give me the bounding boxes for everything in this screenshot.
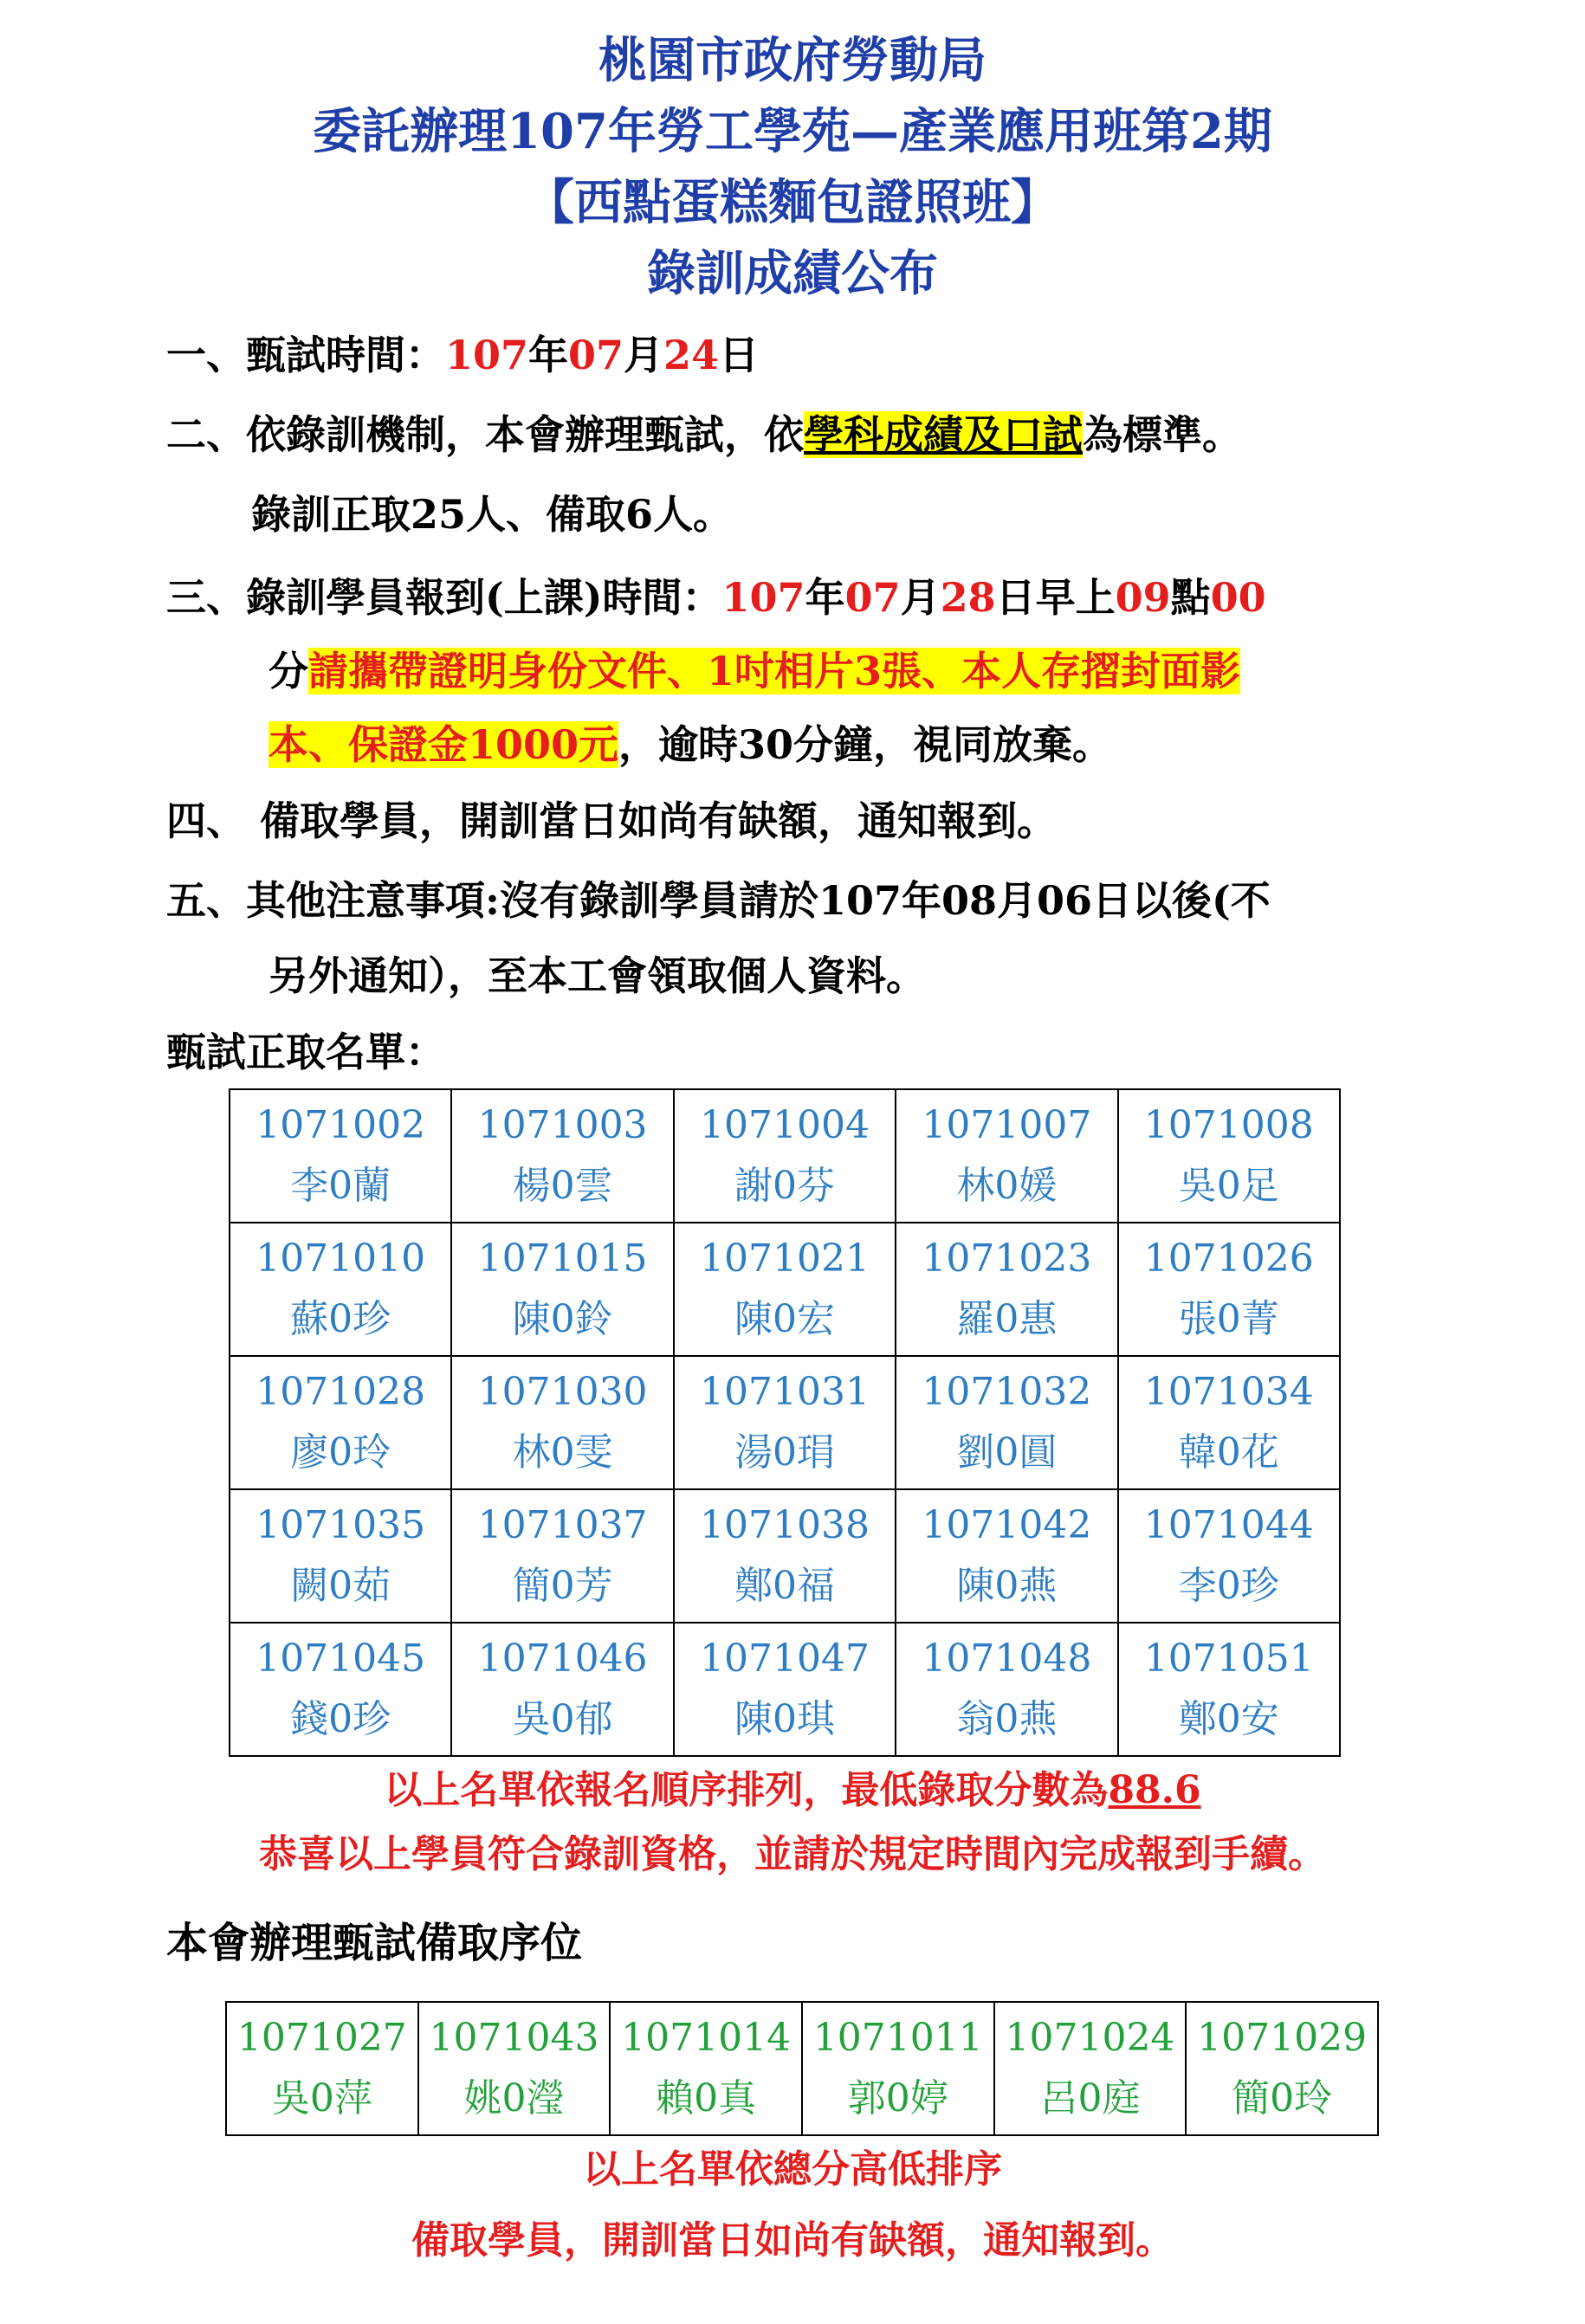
admitted-cell bbox=[896, 1223, 1117, 1356]
deposit-highlight: 本、保證金1000元 bbox=[268, 721, 619, 768]
student-name: 賴0真 bbox=[656, 2076, 757, 2121]
student-id: 1071026 bbox=[1143, 1236, 1314, 1281]
student-name: 楊0雲 bbox=[512, 1164, 613, 1208]
item-selection-basis: 二、依錄訓機制，本會辦理甄試，依學科成績及口試為標準。 bbox=[166, 411, 1242, 458]
student-id: 1071038 bbox=[699, 1503, 870, 1547]
student-name: 李0蘭 bbox=[290, 1164, 391, 1208]
student-name: 林0媛 bbox=[956, 1164, 1058, 1208]
student-id: 1071008 bbox=[1143, 1103, 1314, 1147]
waitlist-cell bbox=[418, 2002, 611, 2135]
student-name: 李0珍 bbox=[1178, 1564, 1279, 1608]
item-report-requirements-2: 本、保證金1000元，逾時30分鐘，視同放棄。 bbox=[268, 721, 1113, 768]
student-name: 廖0玲 bbox=[290, 1430, 391, 1475]
admitted-cell bbox=[230, 1223, 451, 1356]
student-name: 吳0郁 bbox=[512, 1697, 613, 1741]
table-row bbox=[230, 1356, 1340, 1489]
item-other-notes-2: 另外通知），至本工會領取個人資料。 bbox=[268, 952, 926, 999]
waitlist-cell bbox=[226, 2002, 418, 2135]
item-report-time: 三、錄訓學員報到(上課)時間：107年07月28日早上09點00 bbox=[166, 574, 1266, 621]
student-name: 鄭0福 bbox=[734, 1564, 835, 1608]
requirements-highlight: 請攜帶證明身份文件、1吋相片3張、本人存摺封面影 bbox=[308, 648, 1241, 694]
student-name: 簡0玲 bbox=[1232, 2076, 1333, 2121]
table-row bbox=[230, 1623, 1340, 1756]
student-id: 1071044 bbox=[1143, 1503, 1314, 1547]
admitted-cell bbox=[451, 1223, 673, 1356]
admitted-cell bbox=[674, 1623, 896, 1756]
item-exam-date: 一、甄試時間：107年07月24日 bbox=[166, 332, 760, 378]
student-id: 1071030 bbox=[477, 1370, 648, 1414]
student-id: 1071046 bbox=[477, 1636, 648, 1681]
student-name: 蘇0珍 bbox=[290, 1297, 391, 1341]
waitlist-heading: 本會辦理甄試備取序位 bbox=[166, 1919, 583, 1967]
table-row bbox=[226, 2002, 1378, 2135]
waitlist-cell bbox=[994, 2002, 1187, 2135]
admitted-cell bbox=[451, 1489, 673, 1623]
admitted-cell bbox=[674, 1089, 896, 1223]
header-course: 【西點蛋糕麵包證照班】 bbox=[526, 174, 1059, 231]
admitted-cell bbox=[896, 1489, 1117, 1623]
student-id: 1071003 bbox=[477, 1103, 648, 1147]
waitlist-cell bbox=[610, 2002, 802, 2135]
student-name: 呂0庭 bbox=[1039, 2076, 1141, 2121]
student-id: 1071028 bbox=[256, 1370, 426, 1414]
admitted-cell bbox=[451, 1089, 673, 1223]
student-id: 1071014 bbox=[621, 2016, 792, 2060]
admitted-cell bbox=[674, 1223, 896, 1356]
student-name: 陳0鈴 bbox=[512, 1297, 613, 1341]
student-id: 1071010 bbox=[256, 1236, 426, 1281]
student-id: 1071004 bbox=[699, 1103, 870, 1147]
admitted-cell bbox=[674, 1489, 896, 1623]
student-id: 1071002 bbox=[256, 1103, 426, 1147]
student-name: 鄭0安 bbox=[1178, 1697, 1279, 1741]
student-name: 湯0琄 bbox=[734, 1430, 835, 1475]
student-id: 1071051 bbox=[1143, 1636, 1314, 1681]
waitlist-note-2: 備取學員，開訓當日如尚有缺額，通知報到。 bbox=[411, 2218, 1174, 2263]
student-id: 1071047 bbox=[699, 1636, 870, 1681]
header-title: 委託辦理107年勞工學苑—產業應用班第2期 bbox=[313, 103, 1272, 160]
admitted-cell bbox=[230, 1623, 451, 1756]
student-name: 吳0足 bbox=[1178, 1164, 1279, 1208]
waitlist-cell bbox=[1186, 2002, 1378, 2135]
admitted-cell bbox=[230, 1489, 451, 1623]
admitted-cell bbox=[230, 1089, 451, 1223]
admitted-cell bbox=[1118, 1223, 1340, 1356]
item-waitlist-rule: 四、 備取學員，開訓當日如尚有缺額，通知報到。 bbox=[166, 797, 1058, 844]
header-org: 桃園市政府勞動局 bbox=[598, 32, 987, 89]
admitted-table bbox=[229, 1088, 1341, 1757]
student-name: 闕0茹 bbox=[290, 1564, 391, 1608]
item-admission-count: 錄訓正取25人、備取6人。 bbox=[251, 491, 734, 538]
waitlist-note-1: 以上名單依總分高低排序 bbox=[583, 2147, 1002, 2192]
student-name: 錢0珍 bbox=[290, 1697, 391, 1741]
table-row bbox=[230, 1223, 1340, 1356]
student-name: 陳0宏 bbox=[734, 1297, 835, 1341]
student-id: 1071037 bbox=[477, 1503, 648, 1547]
admitted-cell bbox=[1118, 1356, 1340, 1489]
admitted-cell bbox=[896, 1623, 1117, 1756]
student-id: 1071034 bbox=[1143, 1370, 1314, 1414]
student-name: 簡0芳 bbox=[512, 1564, 613, 1608]
student-name: 陳0琪 bbox=[734, 1697, 835, 1741]
item-other-notes-1: 五、其他注意事項:沒有錄訓學員請於107年08月06日以後(不 bbox=[166, 877, 1271, 924]
table-row bbox=[230, 1089, 1340, 1223]
min-score: 88.6 bbox=[1108, 1768, 1201, 1812]
student-name: 陳0燕 bbox=[956, 1564, 1058, 1608]
student-id: 1071007 bbox=[922, 1103, 1092, 1147]
admitted-cell bbox=[451, 1623, 673, 1756]
student-id: 1071024 bbox=[1005, 2016, 1175, 2060]
student-id: 1071042 bbox=[922, 1503, 1092, 1547]
admitted-heading: 甄試正取名單： bbox=[166, 1029, 445, 1075]
student-name: 林0雯 bbox=[512, 1430, 613, 1475]
student-name: 謝0芬 bbox=[734, 1164, 835, 1208]
student-name: 吳0萍 bbox=[271, 2076, 372, 2121]
item-report-requirements-1: 分請攜帶證明身份文件、1吋相片3張、本人存摺封面影 bbox=[268, 648, 1241, 694]
criteria-highlight: 學科成績及口試 bbox=[804, 411, 1083, 458]
admitted-cell bbox=[230, 1356, 451, 1489]
admitted-cell bbox=[1118, 1623, 1340, 1756]
admitted-cell bbox=[1118, 1089, 1340, 1223]
student-id: 1071011 bbox=[812, 2016, 983, 2060]
student-name: 韓0花 bbox=[1178, 1430, 1279, 1475]
admitted-note-1: 以上名單依報名順序排列，最低錄取分數為88.6 bbox=[384, 1768, 1201, 1812]
waitlist-table bbox=[225, 2001, 1379, 2136]
admitted-cell bbox=[674, 1356, 896, 1489]
admitted-cell bbox=[896, 1089, 1117, 1223]
admitted-cell bbox=[896, 1356, 1117, 1489]
admitted-cell bbox=[451, 1356, 673, 1489]
student-id: 1071032 bbox=[922, 1370, 1092, 1414]
student-id: 1071035 bbox=[256, 1503, 426, 1547]
student-id: 1071021 bbox=[699, 1236, 870, 1281]
student-name: 張0菁 bbox=[1178, 1297, 1279, 1341]
student-id: 1071048 bbox=[922, 1636, 1092, 1681]
admitted-note-2: 恭喜以上學員符合錄訓資格，並請於規定時間內完成報到手續。 bbox=[259, 1832, 1326, 1876]
student-name: 姚0瀅 bbox=[463, 2076, 565, 2121]
student-name: 郭0婷 bbox=[847, 2076, 948, 2121]
student-id: 1071027 bbox=[236, 2016, 407, 2060]
header-subtitle: 錄訓成績公布 bbox=[647, 245, 938, 302]
admitted-cell bbox=[1118, 1489, 1340, 1623]
student-id: 1071045 bbox=[256, 1636, 426, 1681]
student-name: 羅0惠 bbox=[956, 1297, 1058, 1341]
student-id: 1071015 bbox=[477, 1236, 648, 1281]
student-name: 翁0燕 bbox=[956, 1697, 1058, 1741]
student-id: 1071029 bbox=[1197, 2016, 1368, 2060]
student-name: 劉0圓 bbox=[956, 1430, 1058, 1475]
student-id: 1071043 bbox=[429, 2016, 599, 2060]
waitlist-cell bbox=[802, 2002, 994, 2135]
table-row bbox=[230, 1489, 1340, 1623]
student-id: 1071031 bbox=[699, 1370, 870, 1414]
student-id: 1071023 bbox=[922, 1236, 1092, 1281]
